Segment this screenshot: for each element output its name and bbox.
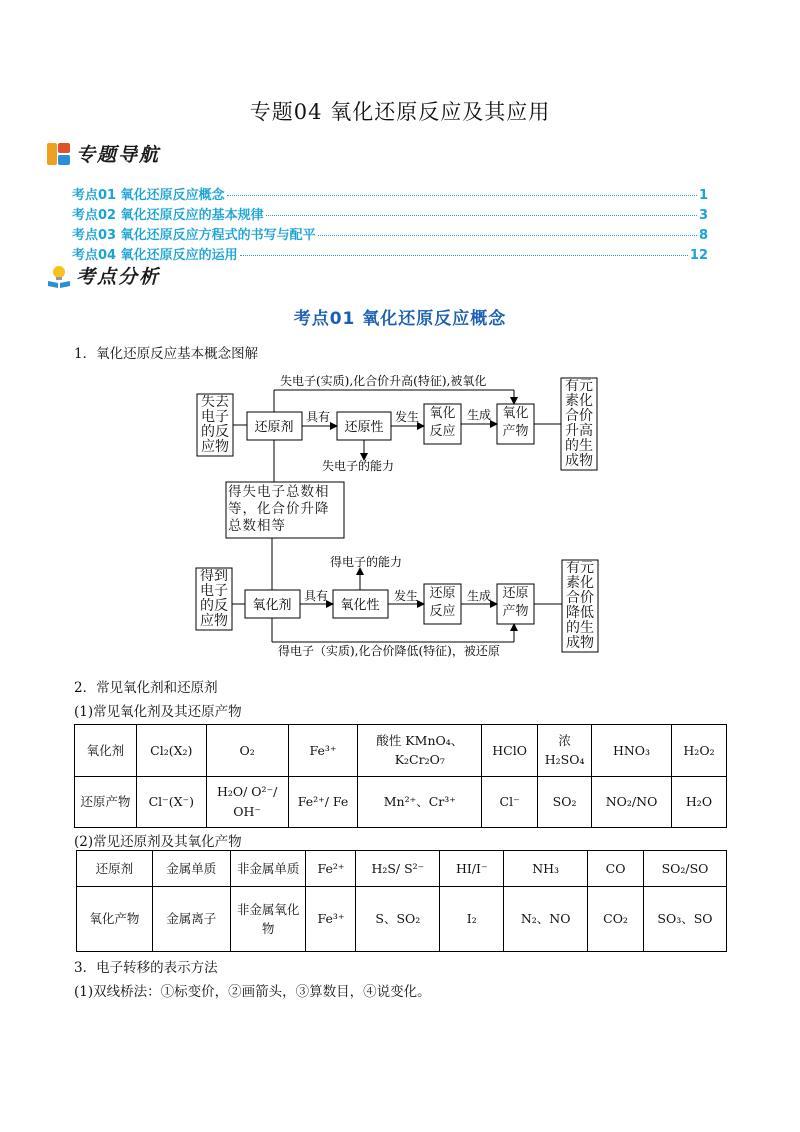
table-cell: NO₂/NO (592, 776, 672, 828)
label-has-1: 具有 (305, 410, 331, 424)
toc-label: 考点04 氧化还原反应的运用 (72, 248, 238, 263)
table-cell: SO₃、SO (644, 887, 727, 952)
table-cell: O₂ (206, 725, 288, 777)
table-row (77, 851, 727, 887)
box-oxidizability: 氧化性 (340, 598, 380, 613)
table-cell: Fe³⁺ (288, 725, 358, 777)
table-cell: S、SO₂ (356, 887, 440, 952)
table-cell: H₂S/ S²⁻ (356, 851, 440, 887)
table-cell: Cl⁻ (482, 776, 538, 828)
box-reduction-product: 还原产物 (502, 586, 529, 619)
table-cell: 还原产物 (75, 776, 137, 828)
box-oxidizer: 氧化剂 (252, 598, 292, 613)
toc-label: 考点03 氧化还原反应方程式的书写与配平 (72, 228, 316, 243)
lightbulb-book-icon (46, 263, 72, 289)
paragraph-3: 3．电子转移的表示方法 (74, 960, 218, 976)
toc-item-3[interactable] (72, 224, 708, 243)
table-cell: 金属离子 (152, 887, 230, 952)
label-generate-2: 生成 (466, 589, 492, 603)
box-reduction-reaction: 还原反应 (429, 586, 456, 619)
paragraph-2b: (2)常见还原剂及其氧化产物 (74, 834, 242, 850)
label-gain-ability: 得电子的能力 (330, 555, 403, 569)
nav-heading-text: 专题导航 (76, 144, 161, 166)
label-has-2: 具有 (303, 589, 329, 603)
box-reducer: 还原剂 (254, 420, 294, 435)
table-cell: 还原剂 (77, 851, 153, 887)
bottom-arrow-label: 得电子（实质),化合价降低(特征)，被还原 (278, 644, 500, 658)
toc-label: 考点02 氧化还原反应的基本规律 (72, 208, 264, 223)
analysis-heading-text: 考点分析 (76, 266, 161, 288)
paragraph-2: 2．常见氧化剂和还原剂 (74, 680, 218, 696)
box-raised-valence-product: 有元素化合价升高的生成物 (565, 379, 593, 469)
label-occur-2: 发生 (393, 589, 419, 603)
paragraph-3a: (1)双线桥法：①标变价，②画箭头，③算数目，④说变化。 (74, 984, 431, 1000)
table-cell: SO₂ (538, 776, 592, 828)
table-cell: 酸性 KMnO₄、K₂Cr₂O₇ (358, 725, 482, 777)
toc-item-1[interactable] (72, 184, 708, 203)
box-oxidation-product: 氧化产物 (502, 406, 529, 439)
box-reducibility: 还原性 (344, 420, 384, 435)
toc-page: 1 (698, 188, 708, 203)
table-cell: I₂ (440, 887, 504, 952)
label-lose-ability: 失电子的能力 (322, 459, 395, 473)
toc-page: 3 (698, 208, 708, 223)
table-cell: 氧化产物 (77, 887, 153, 952)
table-cell: CO₂ (588, 887, 644, 952)
page-title: 专题04 氧化还原反应及其应用 (249, 100, 551, 124)
nav-heading (46, 140, 160, 167)
table-cell: 非金属单质 (230, 851, 306, 887)
table-cell: Fe²⁺/ Fe (288, 776, 358, 828)
analysis-heading (46, 262, 160, 289)
redox-concept-diagram (0, 362, 800, 662)
top-arrow-label: 失电子(实质),化合价升高(特征),被氧化 (280, 374, 487, 388)
box-lowered-valence-product: 有元素化合价降低的生成物 (566, 561, 594, 651)
table-cell: HClO (482, 725, 538, 777)
table-cell: N₂、NO (504, 887, 588, 952)
toc-page: 8 (698, 228, 708, 243)
toc-page: 12 (689, 248, 708, 263)
box-gaining-reactant: 得到电子的反应物 (200, 569, 228, 629)
table-cell: 浓H₂SO₄ (538, 725, 592, 777)
table-row (75, 725, 727, 777)
table-cell: HI/I⁻ (440, 851, 504, 887)
table-cell: 非金属氧化物 (230, 887, 306, 952)
table-cell: Cl⁻(X⁻) (136, 776, 206, 828)
box-oxidation-reaction: 氧化反应 (429, 406, 456, 439)
compass-logo-icon (46, 141, 72, 167)
label-occur-1: 发生 (394, 410, 420, 424)
paragraph-2a: (1)常见氧化剂及其还原产物 (74, 704, 242, 720)
table-cell: NH₃ (504, 851, 588, 887)
table-cell: SO₂/SO (644, 851, 727, 887)
table-row (75, 776, 727, 828)
table-cell: 氧化剂 (75, 725, 137, 777)
table-cell: Mn²⁺、Cr³⁺ (358, 776, 482, 828)
table-cell: 金属单质 (152, 851, 230, 887)
section-title: 考点01 氧化还原反应概念 (293, 309, 507, 329)
table-cell: Fe³⁺ (306, 887, 356, 952)
table-cell: Fe²⁺ (306, 851, 356, 887)
box-conservation: 得失电子总数相等，化合价升降总数相等 (228, 484, 330, 534)
label-generate-1: 生成 (466, 408, 492, 422)
toc-label: 考点01 氧化还原反应概念 (72, 188, 225, 203)
table-cell: CO (588, 851, 644, 887)
paragraph-1: 1．氧化还原反应基本概念图解 (74, 346, 259, 362)
table-cell: Cl₂(X₂) (136, 725, 206, 777)
reducer-table (76, 850, 727, 952)
table-row (77, 887, 727, 952)
toc-item-2[interactable] (72, 204, 708, 223)
table-cell: H₂O (671, 776, 726, 828)
table-cell: H₂O₂ (671, 725, 726, 777)
table-cell: HNO₃ (592, 725, 672, 777)
oxidizer-table (74, 724, 727, 828)
toc-item-4[interactable] (72, 244, 708, 263)
table-cell: H₂O/ O²⁻/ OH⁻ (206, 776, 288, 828)
box-losing-reactant: 失去电子的反应物 (201, 395, 229, 455)
